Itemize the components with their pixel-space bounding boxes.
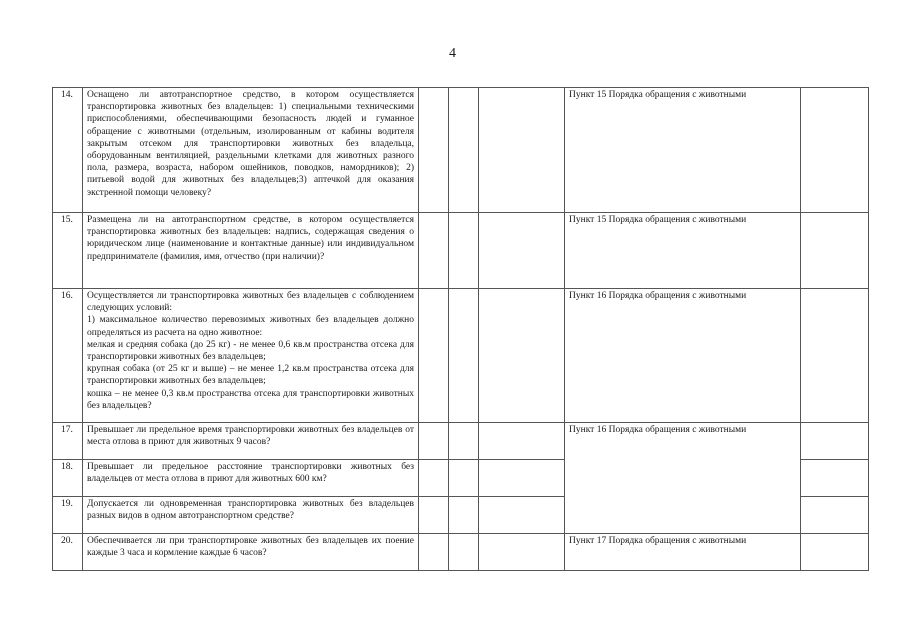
answer-na-cell[interactable]	[479, 289, 565, 423]
legal-reference: Пункт 16 Порядка обращения с животными	[565, 423, 801, 534]
table-row	[53, 534, 869, 571]
answer-na-cell[interactable]	[479, 423, 565, 460]
answer-no-cell[interactable]	[449, 460, 479, 497]
notes-cell[interactable]	[801, 423, 869, 460]
question-line: Осуществляется ли транспортировка животных без владельцев с соблюдением следующих условий:	[87, 291, 414, 314]
answer-na-cell[interactable]	[479, 497, 565, 534]
answer-no-cell[interactable]	[449, 289, 479, 423]
table-row	[53, 289, 869, 423]
answer-yes-cell[interactable]	[419, 213, 449, 289]
row-number: 15.	[53, 213, 83, 289]
legal-reference: Пункт 15 Порядка обращения с животными	[565, 213, 801, 289]
question-text: Превышает ли предельное расстояние транспортировки животных без владельцев от места отлова в приют для животных 600 км?	[83, 460, 419, 497]
question-line: мелкая и средняя собака (до 25 кг) - не менее 0,6 кв.м пространства отсека для транспортировки животных без владельцев;	[87, 339, 414, 363]
question-line: крупная собака (от 25 кг и выше) – не менее 1,2 кв.м пространства отсека для транспортировки животных без владельцев;	[87, 364, 414, 387]
question-line: 1) максимальное количество перевозимых животных без владельцев должно определяться из расчета на одно животное:	[87, 315, 414, 338]
answer-no-cell[interactable]	[449, 213, 479, 289]
answer-no-cell[interactable]	[449, 534, 479, 571]
notes-cell[interactable]	[801, 497, 869, 534]
row-number: 20.	[53, 534, 83, 571]
notes-cell[interactable]	[801, 289, 869, 423]
answer-no-cell[interactable]	[449, 423, 479, 460]
notes-cell[interactable]	[801, 88, 869, 213]
answer-no-cell[interactable]	[449, 497, 479, 534]
notes-cell[interactable]	[801, 460, 869, 497]
row-number: 16.	[53, 289, 83, 423]
legal-reference: Пункт 15 Порядка обращения с животными	[565, 88, 801, 213]
answer-na-cell[interactable]	[479, 213, 565, 289]
answer-na-cell[interactable]	[479, 534, 565, 571]
table-row	[53, 213, 869, 289]
legal-reference: Пункт 16 Порядка обращения с животными	[565, 289, 801, 423]
question-text: Обеспечивается ли при транспортировке животных без владельцев их поение каждые 3 часа и кормление каждые 6 часов?	[83, 534, 419, 571]
checklist-table	[52, 87, 869, 571]
answer-yes-cell[interactable]	[419, 534, 449, 571]
question-text: Размещена ли на автотранспортном средстве, в котором осуществляется транспортировка животных без владельцев: надпись, содержащая сведения о юридическом лице (наименование и контактные данные) или индивидуальном предпринимателе (фамилия, имя, отчество (при наличии)?	[83, 213, 419, 289]
table-row	[53, 423, 869, 460]
question-text	[83, 289, 419, 423]
row-number: 19.	[53, 497, 83, 534]
answer-yes-cell[interactable]	[419, 88, 449, 213]
row-number: 18.	[53, 460, 83, 497]
table-row	[53, 88, 869, 213]
question-text: Оснащено ли автотранспортное средство, в котором осуществляется транспортировка животных без владельцев: 1) специальными техническими приспособлениями, обеспечивающими безопасность людей и гуманное обращение с животными (отдельным, изолированным от кабины водителя закрытым отсеком для транспортировки животных без владельца, оборудованным вентиляцией, раздельными клетками для животных разного пола, размера, возраста, набором ошейников, поводков, намордников); 2) питьевой водой для животных без владельцев;3) аптечкой для оказания экстренной помощи человеку?	[83, 88, 419, 213]
answer-yes-cell[interactable]	[419, 497, 449, 534]
answer-yes-cell[interactable]	[419, 423, 449, 460]
notes-cell[interactable]	[801, 534, 869, 571]
answer-na-cell[interactable]	[479, 460, 565, 497]
row-number: 14.	[53, 88, 83, 213]
answer-no-cell[interactable]	[449, 88, 479, 213]
answer-yes-cell[interactable]	[419, 460, 449, 497]
question-line: кошка – не менее 0,3 кв.м пространства отсека для транспортировки животных без владельцев?	[87, 388, 414, 411]
question-text: Превышает ли предельное время транспортировки животных без владельцев от места отлова в приют для животных 9 часов?	[83, 423, 419, 460]
question-text: Допускается ли одновременная транспортировка животных без владельцев разных видов в одном автотранспортном средстве?	[83, 497, 419, 534]
legal-reference: Пункт 17 Порядка обращения с животными	[565, 534, 801, 571]
page-number: 4	[449, 46, 456, 61]
answer-yes-cell[interactable]	[419, 289, 449, 423]
answer-na-cell[interactable]	[479, 88, 565, 213]
notes-cell[interactable]	[801, 213, 869, 289]
row-number: 17.	[53, 423, 83, 460]
